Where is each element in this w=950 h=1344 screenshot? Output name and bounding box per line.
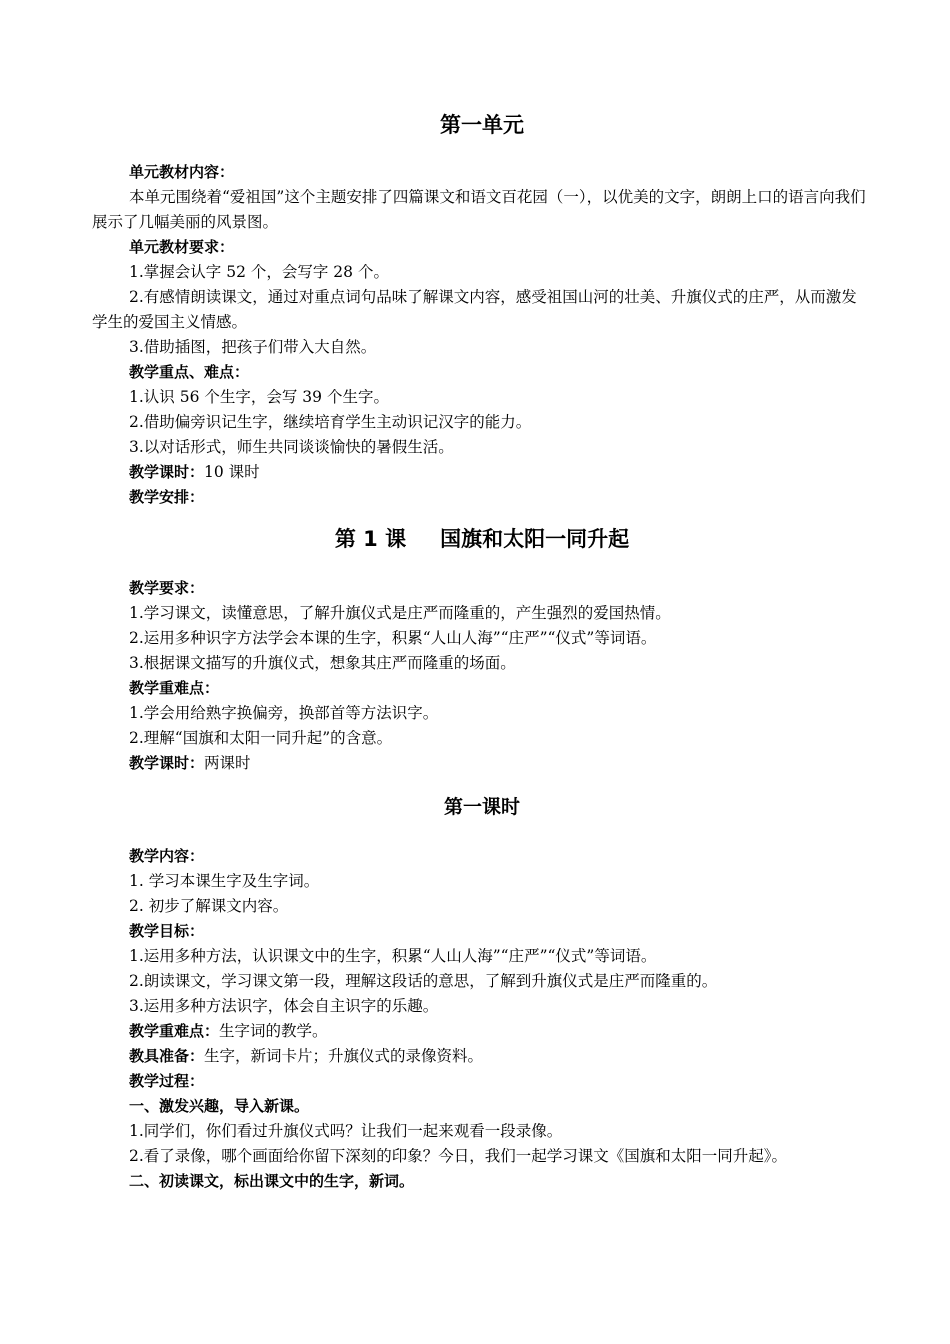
unit-key-points-heading: 教学重点、难点： bbox=[129, 363, 250, 381]
lesson-hours-value: 两课时 bbox=[204, 754, 251, 772]
lesson-requirement-item: 2.运用多种识字方法学会本课的生字，积累“人山人海”“庄严”“仪式”等词语。 bbox=[129, 629, 657, 647]
step2-heading: 二、初读课文，标出课文中的生字，新词。 bbox=[129, 1172, 415, 1190]
lesson-number: 第 1 课 bbox=[334, 527, 407, 551]
lesson-hours-label: 教学课时： bbox=[129, 754, 205, 772]
unit-key-point-item: 3.以对话形式，师生共同谈谈愉快的暑假生活。 bbox=[129, 438, 454, 456]
period-tools-line bbox=[92, 1044, 872, 1069]
period-content-heading: 教学内容： bbox=[129, 847, 205, 865]
unit-hours-value: 10 课时 bbox=[204, 463, 260, 481]
lesson-hours-line bbox=[92, 751, 872, 776]
period-tools-label: 教具准备： bbox=[129, 1047, 205, 1065]
lesson-requirements-heading: 教学要求： bbox=[129, 579, 205, 597]
period-goal-item: 1.运用多种方法，认识课文中的生字，积累“人山人海”“庄严”“仪式”等词语。 bbox=[129, 947, 657, 965]
lesson-difficulties-heading: 教学重难点： bbox=[129, 679, 220, 697]
unit-key-point-item: 2.借助偏旁识记生字，继续培育学生主动识记汉字的能力。 bbox=[129, 413, 532, 431]
unit-requirement-item: 2.有感情朗读课文，通过对重点词句品味了解课文内容，感受祖国山河的壮美、升旗仪式的庄严，从而激发学生的爱国主义情感。 bbox=[92, 288, 857, 331]
period-content-item: 1. 学习本课生字及生字词。 bbox=[129, 872, 320, 890]
unit-requirement-item: 3.借助插图，把孩子们带入大自然。 bbox=[129, 338, 377, 356]
document-page bbox=[92, 100, 872, 1194]
unit-content-heading: 单元教材内容： bbox=[129, 163, 235, 181]
unit-hours-line bbox=[92, 460, 872, 485]
period-goal-item: 3.运用多种方法识字，体会自主识字的乐趣。 bbox=[129, 997, 439, 1015]
lesson-title bbox=[92, 524, 872, 554]
unit-requirement-item: 1.掌握会认字 52 个，会写字 28 个。 bbox=[129, 263, 389, 281]
lesson-difficulty-item: 1.学会用给熟字换偏旁，换部首等方法识字。 bbox=[129, 704, 439, 722]
lesson-difficulty-item: 2.理解“国旗和太阳一同升起”的含意。 bbox=[129, 729, 393, 747]
lesson-name: 国旗和太阳一同升起 bbox=[440, 527, 630, 551]
unit-requirements-heading: 单元教材要求： bbox=[129, 238, 235, 256]
period-key-value: 生字词的教学。 bbox=[219, 1022, 328, 1040]
period-content-item: 2. 初步了解课文内容。 bbox=[129, 897, 289, 915]
period-key-label: 教学重难点： bbox=[129, 1022, 220, 1040]
period-title: 第一课时 bbox=[443, 796, 520, 818]
step1-heading: 一、激发兴趣，导入新课。 bbox=[129, 1097, 310, 1115]
unit-content-text: 本单元围绕着“爱祖国”这个主题安排了四篇课文和语文百花园（一），以优美的文字，朗朗上口的语言向我们展示了几幅美丽的风景图。 bbox=[92, 188, 866, 231]
period-process-heading: 教学过程： bbox=[129, 1072, 205, 1090]
unit-title: 第一单元 bbox=[440, 113, 524, 137]
unit-hours-label: 教学课时： bbox=[129, 463, 205, 481]
unit-key-point-item: 1.认识 56 个生字，会写 39 个生字。 bbox=[129, 388, 389, 406]
lesson-requirement-item: 1.学习课文，读懂意思，了解升旗仪式是庄严而隆重的，产生强烈的爱国热情。 bbox=[129, 604, 671, 622]
period-tools-value: 生字，新词卡片；升旗仪式的录像资料。 bbox=[204, 1047, 484, 1065]
step1-item: 2.看了录像，哪个画面给你留下深刻的印象？今日，我们一起学习课文《国旗和太阳一同升起》。 bbox=[129, 1147, 788, 1165]
lesson-requirement-item: 3.根据课文描写的升旗仪式，想象其庄严而隆重的场面。 bbox=[129, 654, 516, 672]
period-goals-heading: 教学目标： bbox=[129, 922, 205, 940]
period-key-line bbox=[92, 1019, 872, 1044]
period-goal-item: 2.朗读课文，学习课文第一段，理解这段话的意思，了解到升旗仪式是庄严而隆重的。 bbox=[129, 972, 718, 990]
step1-item: 1.同学们，你们看过升旗仪式吗？让我们一起来观看一段录像。 bbox=[129, 1122, 563, 1140]
unit-arrangement-heading: 教学安排： bbox=[129, 488, 205, 506]
